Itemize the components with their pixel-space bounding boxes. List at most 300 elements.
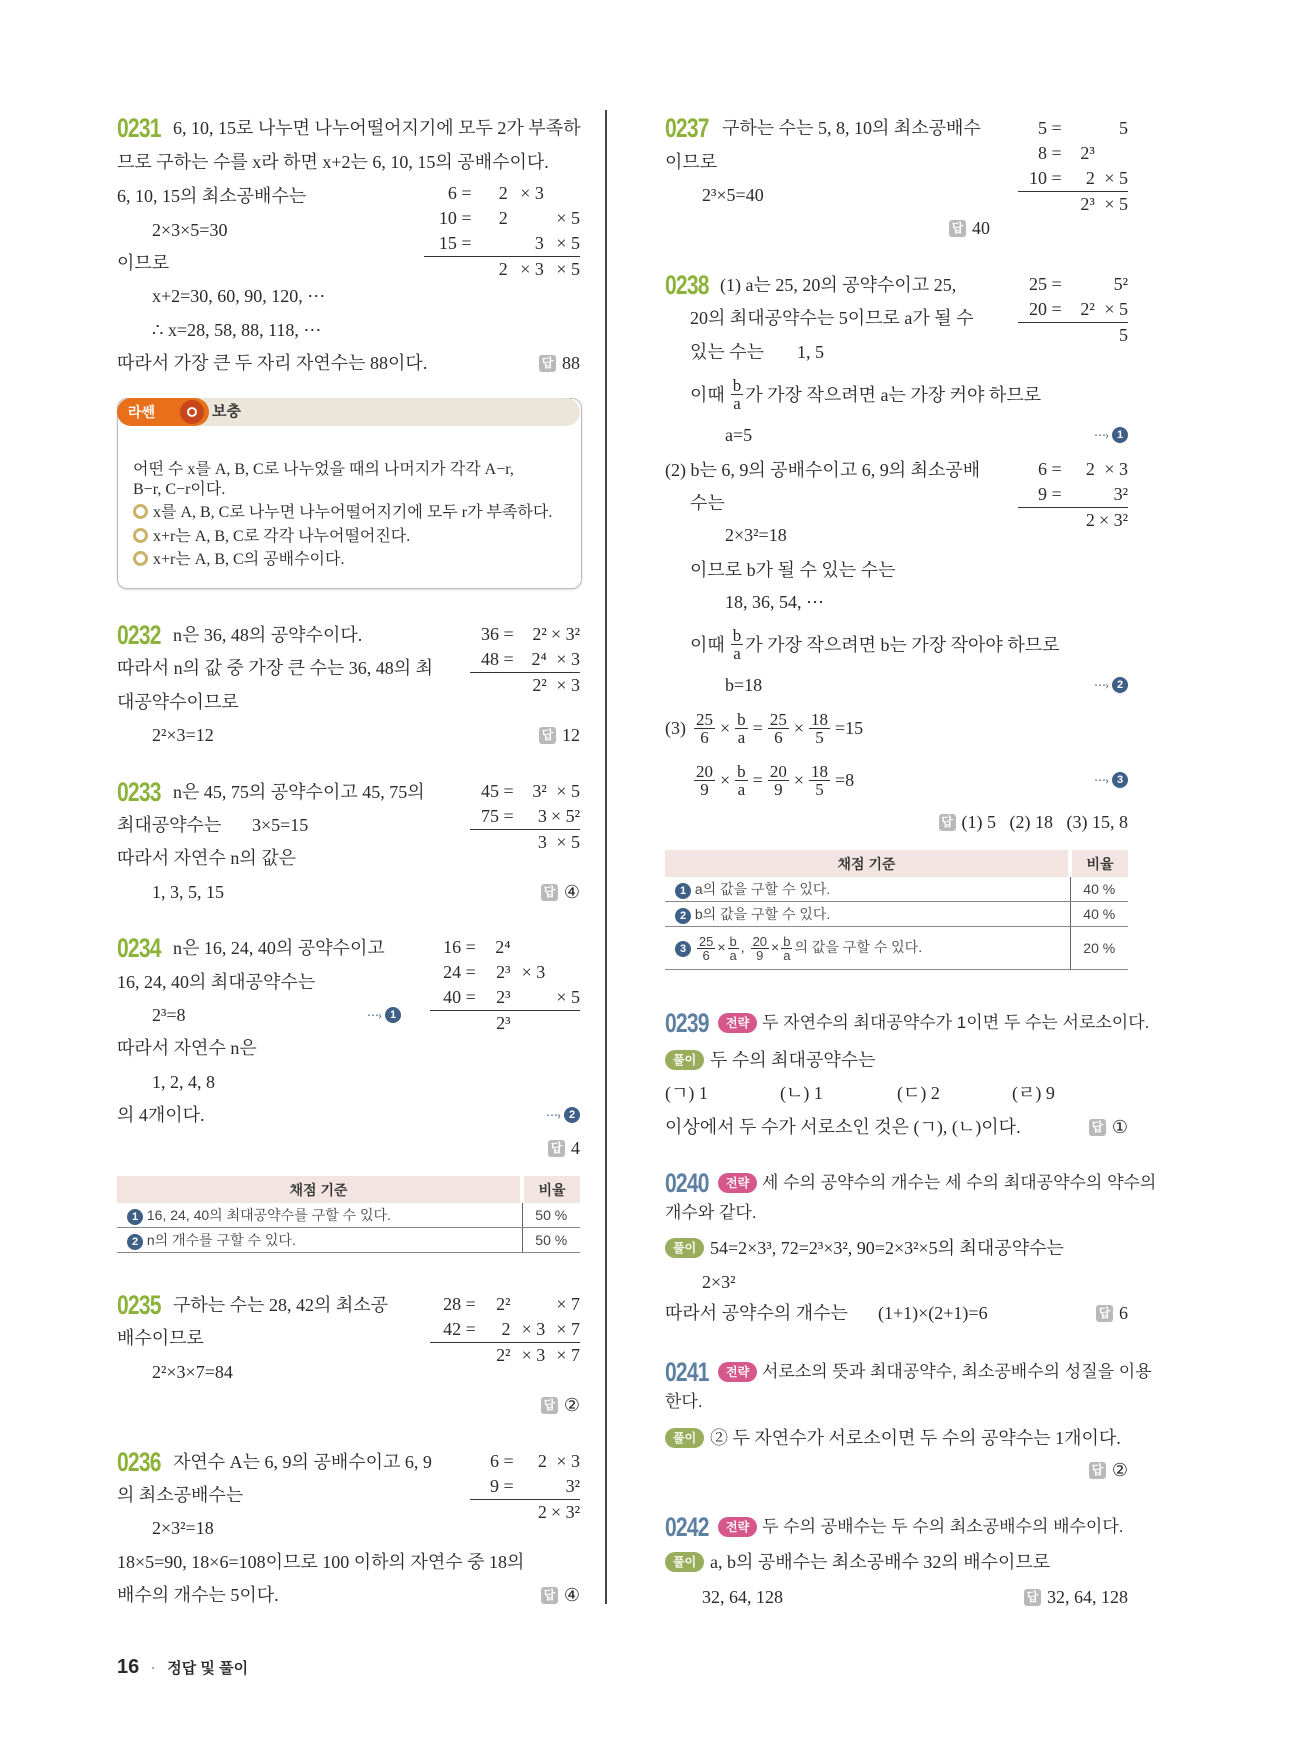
factorization-row xyxy=(470,1474,580,1499)
answer-value: 88 xyxy=(562,353,580,373)
factor-cell xyxy=(545,1011,580,1036)
factor-cell xyxy=(508,206,544,231)
numerator: 20 xyxy=(769,761,787,781)
factor-cell xyxy=(1062,272,1095,297)
step-marker xyxy=(367,1003,401,1027)
factor-cell: × 7 xyxy=(556,1294,580,1314)
solution-badge: 풀이 xyxy=(665,1428,704,1448)
fraction xyxy=(768,763,789,798)
denominator: a xyxy=(733,393,741,413)
answer-icon: 답 xyxy=(949,220,966,237)
numerator: b xyxy=(783,933,791,949)
factorization-row xyxy=(470,1449,580,1474)
fraction xyxy=(735,763,748,798)
box-bullet: x를 A, B, C로 나누면 나누어떨어지기에 모두 r가 부족하다. xyxy=(153,504,553,521)
answer xyxy=(939,810,1128,834)
footer-title: 정답 및 풀이 xyxy=(167,1660,249,1677)
scoring-table xyxy=(665,850,1128,970)
denominator: 9 xyxy=(700,779,709,799)
denominator: a xyxy=(733,643,741,663)
step-number-icon: 2 xyxy=(127,1234,143,1250)
fraction xyxy=(781,935,792,962)
factor-cell: × 5 xyxy=(1104,194,1128,214)
dotted-arrow-icon: ⋯› xyxy=(1094,773,1108,787)
equation xyxy=(692,758,857,802)
solution-badge: 풀이 xyxy=(665,1238,704,1258)
step-marker xyxy=(1094,423,1128,447)
problem-number: 0232 xyxy=(117,620,161,650)
factor-cell xyxy=(511,1011,546,1036)
factor-lhs xyxy=(424,257,472,282)
footer-separator: · xyxy=(150,1657,157,1677)
ratio-value: 40 % xyxy=(1070,877,1128,902)
factor-lhs: 24 = xyxy=(443,962,476,982)
answer xyxy=(1089,1458,1128,1482)
answer-value: ④ xyxy=(563,1585,580,1605)
factor-cell: × 7 xyxy=(556,1345,580,1365)
text-line: n은 45, 75의 공약수이고 45, 75의 xyxy=(173,782,425,802)
equation-symbol: × xyxy=(720,717,731,738)
numerator: 25 xyxy=(769,709,787,729)
dotted-arrow-icon: ⋯› xyxy=(1094,678,1108,692)
denominator: a xyxy=(737,779,746,799)
factorization-row xyxy=(430,935,580,960)
choice: (ㄱ) 1 xyxy=(665,1083,708,1103)
text-line: 수는 xyxy=(690,493,725,513)
text-line: 따라서 가장 큰 두 자리 자연수는 88이다. xyxy=(117,353,428,373)
factor-lhs: 45 = xyxy=(481,781,514,801)
text-line: 있는 수는 xyxy=(690,342,765,362)
box-bullet: x+r는 A, B, C로 각각 나누어떨어진다. xyxy=(153,528,411,545)
factorization-row xyxy=(430,1292,580,1317)
factor-cell xyxy=(472,231,508,256)
fraction xyxy=(809,763,830,798)
factor-cell: × 3 xyxy=(521,1345,546,1365)
factorization-table xyxy=(424,181,580,282)
page-footer xyxy=(117,1656,248,1679)
numerator: b xyxy=(732,375,742,395)
strategy-badge: 전략 xyxy=(718,1517,757,1537)
factor-cell: 3 xyxy=(537,806,547,826)
strategy-text: 두 자연수의 최대공약수가 1이면 두 수는 서로소이다. xyxy=(762,1013,1150,1032)
text-line: 이므로 b가 될 수 있는 수는 xyxy=(690,560,896,580)
text-line: 6, 10, 15로 나누면 나누어떨어지기에 모두 2가 부족하 xyxy=(173,118,581,138)
equation-symbol: × xyxy=(793,769,804,790)
numerator: 25 xyxy=(698,933,714,949)
scoring-header-ratio: 비율 xyxy=(1070,850,1128,877)
factorization-result xyxy=(470,1499,580,1525)
equation-symbol: = xyxy=(752,769,763,790)
answer-value: 32, 64, 128 xyxy=(1047,1587,1128,1607)
strategy-badge: 전략 xyxy=(718,1173,757,1193)
factorization-table xyxy=(470,622,580,698)
answer-value: 12 xyxy=(562,725,580,745)
factorization-table xyxy=(470,1449,580,1525)
factor-cell: 2 xyxy=(498,183,508,203)
factor-lhs xyxy=(1018,323,1062,348)
answer-icon: 답 xyxy=(1024,1589,1041,1606)
answer-value: ② xyxy=(1111,1460,1128,1480)
text-line: 6, 10, 15의 최소공배수는 xyxy=(117,186,307,206)
text-line: 따라서 자연수 n은 xyxy=(117,1038,257,1058)
factor-cell xyxy=(511,985,546,1010)
scoring-table xyxy=(117,1176,580,1253)
step-marker xyxy=(546,1103,580,1127)
factor-cell: 3² xyxy=(565,1476,580,1496)
factor-cell: 2³ xyxy=(496,1013,511,1033)
step-number-icon: 1 xyxy=(675,883,691,899)
factorization-row xyxy=(424,231,580,256)
equation-symbol: 의 값을 구할 수 있다. xyxy=(794,938,923,955)
factor-cell: 2² xyxy=(532,624,547,644)
factor-lhs xyxy=(470,673,514,698)
criteria-text xyxy=(695,933,923,963)
factorization-row xyxy=(430,960,580,985)
factor-lhs: 28 = xyxy=(443,1294,476,1314)
factor-lhs: 25 = xyxy=(1029,274,1062,294)
factorization-row xyxy=(470,779,580,804)
factorization-row xyxy=(1018,457,1128,482)
answer xyxy=(1024,1585,1128,1609)
numerator: 18 xyxy=(810,709,828,729)
factor-cell: × 7 xyxy=(556,1319,580,1339)
numerator: 25 xyxy=(696,709,713,729)
factorization-row xyxy=(1018,272,1128,297)
factor-cell xyxy=(1062,116,1095,141)
text-line: b=18 xyxy=(725,675,763,695)
step-number-icon: 1 xyxy=(127,1209,143,1225)
answer xyxy=(539,723,580,747)
numerator: b xyxy=(737,761,746,781)
factor-cell: 3² xyxy=(1113,484,1128,504)
equation-symbol: =15 xyxy=(834,717,864,738)
factor-cell: × 3² xyxy=(550,1502,580,1522)
factor-lhs xyxy=(430,1011,476,1036)
ratio-value: 20 % xyxy=(1070,927,1128,970)
factor-cell xyxy=(544,181,580,206)
denominator: a xyxy=(729,947,737,963)
bullet-icon xyxy=(133,504,148,519)
numerator: b xyxy=(737,709,746,729)
text-line: 20의 최대공약수는 5이므로 a가 될 수 xyxy=(690,308,974,328)
factor-cell: 2³ xyxy=(1080,143,1095,163)
text-line: 2×3² xyxy=(702,1272,736,1292)
denominator: 5 xyxy=(815,779,824,799)
factor-cell: 3 xyxy=(537,832,547,852)
equation-symbol: × xyxy=(771,938,780,955)
text-line: x+2=30, 60, 90, 120, ⋯ xyxy=(152,286,326,306)
text-line: 이상에서 두 수가 서로소인 것은 (ㄱ), (ㄴ)이다. xyxy=(665,1117,1021,1137)
factor-lhs: 16 = xyxy=(443,937,476,957)
factor-cell: 2² xyxy=(496,1294,511,1314)
factor-cell: 3 xyxy=(534,233,544,253)
scoring-header-criteria: 채점 기준 xyxy=(665,850,1070,877)
factor-lhs: 6 = xyxy=(1038,459,1062,479)
answer-icon: 답 xyxy=(541,1587,558,1604)
text-line xyxy=(690,622,1060,666)
text-line: 16, 24, 40의 최대공약수는 xyxy=(117,972,316,992)
text-line: 1, 3, 5, 15 xyxy=(152,882,224,902)
factor-cell: × 5 xyxy=(1104,299,1128,319)
factor-lhs: 5 = xyxy=(1038,118,1062,138)
text-line: 최대공약수는 xyxy=(117,815,222,835)
table-row xyxy=(117,1228,580,1253)
factor-lhs xyxy=(1018,508,1062,533)
numerator: 18 xyxy=(810,761,828,781)
ratio-value: 50 % xyxy=(522,1228,580,1253)
answer-icon: 답 xyxy=(939,814,956,831)
answer xyxy=(548,1136,580,1160)
denominator: 6 xyxy=(700,727,709,747)
factorization-row xyxy=(1018,116,1128,141)
supplement-title: 보충 xyxy=(212,403,241,420)
factor-cell: × 3 xyxy=(521,1319,546,1339)
factor-cell xyxy=(511,935,546,960)
factor-cell: 5 xyxy=(1119,325,1128,345)
numerator: 20 xyxy=(696,761,713,781)
text-line: (1+1)×(2+1)=6 xyxy=(878,1303,988,1323)
factor-cell: × 5 xyxy=(556,259,580,279)
text-segment: 가 가장 작으려면 a는 가장 커야 하므로 xyxy=(745,385,1042,405)
numerator: b xyxy=(729,933,737,949)
fraction xyxy=(751,935,769,962)
fraction xyxy=(735,711,748,746)
factor-cell xyxy=(1062,323,1095,348)
strategy-badge: 전략 xyxy=(718,1362,757,1382)
factor-cell: × 3 xyxy=(521,962,546,982)
equation-symbol: × xyxy=(717,938,726,955)
answer-icon: 답 xyxy=(1089,1119,1106,1136)
text-line: (3) xyxy=(665,718,686,738)
solution-badge: 풀이 xyxy=(665,1050,704,1070)
factor-cell: 2 xyxy=(498,208,508,228)
step-number-icon: 1 xyxy=(385,1007,401,1023)
factor-lhs: 48 = xyxy=(481,649,514,669)
text-line: 3×5=15 xyxy=(252,815,309,835)
factor-cell: 2³ xyxy=(496,987,511,1007)
text-line: ② 두 자연수가 서로소이면 두 수의 공약수는 1개이다. xyxy=(710,1428,1121,1448)
criteria-text: 16, 24, 40의 최대공약수를 구할 수 있다. xyxy=(146,1207,391,1223)
problem-number: 0236 xyxy=(117,1447,161,1477)
fraction xyxy=(694,711,715,746)
factorization-row xyxy=(430,1317,580,1342)
box-bullet: x+r는 A, B, C의 공배수이다. xyxy=(153,551,345,568)
text-line: 두 수의 최대공약수는 xyxy=(710,1050,876,1070)
factor-cell: × 5² xyxy=(550,806,580,826)
fraction xyxy=(694,763,715,798)
text-line: (2) b는 6, 9의 공배수이고 6, 9의 최소공배 xyxy=(665,460,981,480)
problem-number: 0238 xyxy=(665,270,709,300)
factor-cell: × 5 xyxy=(556,832,580,852)
fraction xyxy=(697,935,715,962)
text-line: 배수의 개수는 5이다. xyxy=(117,1585,279,1605)
factorization-row xyxy=(1018,297,1128,322)
numerator: b xyxy=(732,625,742,645)
factorization-table xyxy=(430,935,580,1036)
answer-value: 40 xyxy=(972,218,990,238)
text-segment: 이때 xyxy=(690,635,725,655)
factor-cell: × 5 xyxy=(556,987,580,1007)
factor-lhs: 9 = xyxy=(1038,484,1062,504)
text-line: 대공약수이므로 xyxy=(117,692,239,712)
answer xyxy=(541,880,580,904)
text-line: 이므로 xyxy=(665,152,718,172)
table-row xyxy=(665,902,1128,927)
factor-lhs: 15 = xyxy=(438,233,472,253)
denominator: 9 xyxy=(756,947,764,963)
factorization-table xyxy=(470,779,580,855)
factorization-row xyxy=(424,181,580,206)
factor-lhs xyxy=(470,1500,514,1525)
answer-icon: 답 xyxy=(548,1140,565,1157)
box-text: B−r, C−r이다. xyxy=(133,481,226,498)
factor-cell: × 3 xyxy=(520,259,544,279)
text-line: 따라서 공약수의 개수는 xyxy=(665,1303,848,1323)
dotted-arrow-icon: ⋯› xyxy=(367,1008,381,1022)
factor-cell xyxy=(1062,482,1095,507)
factorization-table xyxy=(1018,272,1128,348)
factor-cell: 2² xyxy=(496,1345,511,1365)
factorization-row xyxy=(470,804,580,829)
text-line: 구하는 수는 5, 8, 10의 최소공배수 xyxy=(722,118,981,138)
factorization-result xyxy=(470,829,580,855)
text-line: 2²×3=12 xyxy=(152,725,214,745)
text-line: 따라서 자연수 n의 값은 xyxy=(117,848,296,868)
factorization-result xyxy=(1018,322,1128,348)
column-divider xyxy=(605,110,607,1604)
answer xyxy=(539,351,580,375)
scoring-header-criteria: 채점 기준 xyxy=(117,1176,522,1203)
answer-icon: 답 xyxy=(1089,1462,1106,1479)
factorization-row xyxy=(1018,166,1128,191)
strategy-text: 두 수의 공배수는 두 수의 최소공배수의 배수이다. xyxy=(762,1517,1124,1536)
factor-cell: 5 xyxy=(1119,118,1128,138)
problem-number: 0235 xyxy=(117,1290,161,1320)
text-line: 2×3²=18 xyxy=(152,1518,214,1538)
text-line xyxy=(690,372,1041,416)
text-line: a=5 xyxy=(725,425,753,445)
factor-lhs xyxy=(430,1343,476,1368)
problem-number: 0240 xyxy=(665,1168,709,1198)
factor-lhs: 8 = xyxy=(1038,143,1062,163)
problem-number: 0242 xyxy=(665,1512,709,1542)
problem-number: 0233 xyxy=(117,777,161,807)
equation xyxy=(692,706,866,750)
answer xyxy=(1089,1115,1128,1139)
denominator: a xyxy=(783,947,791,963)
factor-cell: 2 xyxy=(1085,168,1095,188)
fraction xyxy=(728,935,739,962)
factorization-result xyxy=(430,1342,580,1368)
factor-cell: × 5 xyxy=(1104,168,1128,188)
answer-value: ④ xyxy=(563,882,580,902)
answer-value: ② xyxy=(563,1395,580,1415)
factor-cell xyxy=(545,960,580,985)
factorization-result xyxy=(470,672,580,698)
strategy-text: 한다. xyxy=(665,1392,703,1411)
factor-lhs: 42 = xyxy=(443,1319,476,1339)
denominator: a xyxy=(737,727,746,747)
factorization-result xyxy=(1018,507,1128,533)
equation-symbol: × xyxy=(793,717,804,738)
factorization-row xyxy=(470,622,580,647)
fraction xyxy=(809,711,830,746)
text-line: 1, 5 xyxy=(797,342,824,362)
factor-cell: 2 xyxy=(498,259,508,279)
text-line: 32, 64, 128 xyxy=(702,1587,783,1607)
ratio-value: 50 % xyxy=(522,1203,580,1228)
text-line: 구하는 수는 28, 42의 최소공 xyxy=(173,1295,388,1315)
answer-icon: 답 xyxy=(541,1397,558,1414)
factor-cell: 2³ xyxy=(1080,194,1095,214)
factor-lhs: 6 = xyxy=(490,1451,514,1471)
step-number-icon: 2 xyxy=(675,908,691,924)
step-number-icon: 3 xyxy=(1112,772,1128,788)
problem-number: 0239 xyxy=(665,1008,709,1038)
factor-lhs: 20 = xyxy=(1029,299,1062,319)
factor-cell: 2 xyxy=(1085,510,1095,530)
text-line: ∴ x=28, 58, 88, 118, ⋯ xyxy=(152,320,322,340)
choice: (ㄹ) 9 xyxy=(1012,1083,1055,1103)
factorization-result xyxy=(1018,191,1128,217)
table-row xyxy=(665,877,1128,902)
factor-lhs: 10 = xyxy=(438,208,472,228)
factor-cell: × 3² xyxy=(550,624,580,644)
text-line: 따라서 n의 값 중 가장 큰 수는 36, 48의 최 xyxy=(117,658,434,678)
text-line: 자연수 A는 6, 9의 공배수이고 6, 9 xyxy=(173,1452,432,1472)
factorization-row xyxy=(470,647,580,672)
factor-lhs xyxy=(1018,192,1062,217)
step-number-icon: 2 xyxy=(1112,677,1128,693)
factor-cell: × 3 xyxy=(556,649,580,669)
dotted-arrow-icon: ⋯› xyxy=(1094,428,1108,442)
answer xyxy=(541,1393,580,1417)
text-line: (1) a는 25, 20의 공약수이고 25, xyxy=(720,275,957,295)
factorization-row xyxy=(1018,141,1128,166)
answer xyxy=(541,1583,580,1607)
problem-number: 0231 xyxy=(117,113,161,143)
factor-cell xyxy=(1095,141,1128,166)
factor-cell: × 3 xyxy=(520,183,544,203)
text-line: 의 4개이다. xyxy=(117,1105,205,1125)
equation-symbol: × xyxy=(720,769,731,790)
text-line: n은 16, 24, 40의 공약수이고 xyxy=(173,938,385,958)
factor-cell: × 5 xyxy=(556,233,580,253)
factor-lhs: 40 = xyxy=(443,987,476,1007)
answer-icon: 답 xyxy=(1096,1305,1113,1322)
factor-lhs xyxy=(470,830,514,855)
equation-symbol: =8 xyxy=(834,769,855,790)
box-text: 어떤 수 x를 A, B, C로 나누었을 때의 나머지가 각각 A−r, xyxy=(133,461,514,478)
step-number-icon: 2 xyxy=(564,1107,580,1123)
answer xyxy=(949,216,990,240)
factor-cell: 2 xyxy=(1085,459,1095,479)
factor-cell xyxy=(511,1292,546,1317)
factorization-row xyxy=(1018,482,1128,507)
fraction xyxy=(731,627,744,662)
factor-lhs: 36 = xyxy=(481,624,514,644)
scoring-header-ratio: 비율 xyxy=(522,1176,580,1203)
text-line: 2³×5=40 xyxy=(702,185,764,205)
factor-cell: 2 xyxy=(537,1502,547,1522)
text-line: 2×3²=18 xyxy=(725,525,787,545)
factor-cell: 2² xyxy=(532,675,547,695)
step-number-icon: 1 xyxy=(1112,427,1128,443)
equation-symbol: = xyxy=(752,717,763,738)
factorization-result xyxy=(424,256,580,282)
choice: (ㄷ) 2 xyxy=(897,1083,940,1103)
table-row xyxy=(117,1203,580,1228)
